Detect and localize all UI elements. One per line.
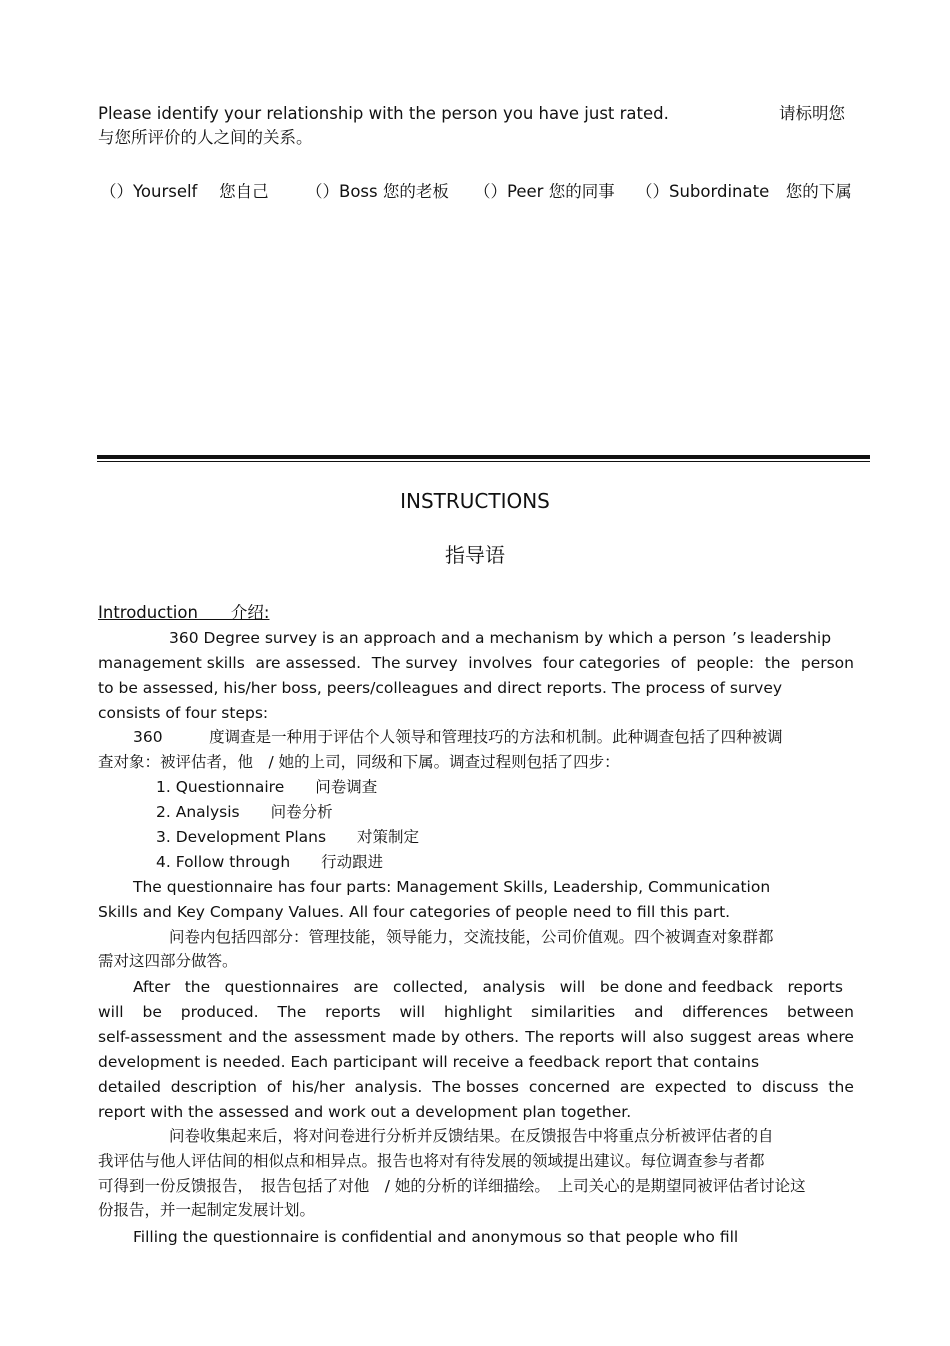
section-divider-thick	[97, 455, 870, 459]
p3-cn-line-1: 问卷收集起来后，将对问卷进行分析并反馈结果。在反馈报告中将重点分析被评估者的自	[169, 1127, 774, 1145]
section-divider-thin	[97, 461, 870, 462]
option-boss[interactable]: （）Boss 您的老板	[306, 182, 449, 201]
option-peer[interactable]: （）Peer 您的同事	[474, 182, 615, 201]
option-yourself[interactable]: （）Yourself 您自己	[100, 182, 269, 201]
step-2: 2. Analysis 问卷分析	[156, 803, 333, 821]
p3-line-4: development is needed. Each participant will receive a feedback report that contains	[98, 1053, 760, 1071]
introduction-heading: Introduction 介绍:	[98, 603, 270, 622]
option-subordinate[interactable]: （）Subordinate 您的下属	[636, 182, 852, 201]
p1-line-3: to be assessed, his/her boss, peers/colleagues and direct reports. The process of survey	[98, 679, 783, 697]
p1-line-2: management skills are assessed. The survey involves four categories of people: the person	[98, 654, 854, 672]
p2-cn-line-2: 需对这四部分做答。	[98, 952, 238, 970]
step-4: 4. Follow through 行动跟进	[156, 853, 384, 871]
p1-line-1b: ’s leadership	[732, 629, 832, 647]
p3-cn-line-2: 我评估与他人评估间的相似点和相异点。报告也将对有待发展的领域提出建议。每位调查参与者都	[98, 1152, 765, 1170]
p1-line-4: consists of four steps:	[98, 704, 269, 722]
instructions-title-cn: 指导语	[445, 543, 505, 567]
relationship-prompt-cn-1: 请标明您	[779, 104, 845, 123]
p3-line-5: detailed description of his/her analysis. The bosses concerned are expected to discuss the	[98, 1078, 854, 1096]
p3-line-3: self-assessment and the assessment made by others. The reports will also suggest areas where	[98, 1028, 854, 1046]
instructions-title: INSTRUCTIONS	[400, 489, 550, 513]
relationship-prompt: Please identify your relationship with the person you have just rated.	[98, 104, 669, 123]
p2-line-1: The questionnaire has four parts: Management Skills, Leadership, Communication	[133, 878, 771, 896]
p1-cn-line-2: 查对象：被评估者，他 / 她的上司，同级和下属。调查过程则包括了四步：	[98, 753, 620, 771]
p3-line-2: will be produced. The reports will highlight similarities and differences between	[98, 1003, 854, 1021]
step-3: 3. Development Plans 对策制定	[156, 828, 420, 846]
p3-cn-line-3: 可得到一份反馈报告， 报告包括了对他 / 她的分析的详细描绘。 上司关心的是期望同被评估者讨论这	[98, 1177, 806, 1195]
p3-cn-line-4: 份报告，并一起制定发展计划。	[98, 1201, 316, 1219]
p4-line-1: Filling the questionnaire is confidential and anonymous so that people who fill	[133, 1228, 739, 1246]
p2-line-2: Skills and Key Company Values. All four categories of people need to fill this part.	[98, 903, 731, 921]
p2-cn-line-1: 问卷内包括四部分：管理技能，领导能力，交流技能，公司价值观。四个被调查对象群都	[169, 928, 774, 946]
p1-line-1a: 360 Degree survey is an approach and a mechanism by which a person	[169, 629, 726, 647]
relationship-prompt-cn-2: 与您所评价的人之间的关系。	[98, 128, 313, 147]
step-1: 1. Questionnaire 问卷调查	[156, 778, 378, 796]
p3-line-1: After the questionnaires are collected, analysis will be done and feedback reports	[133, 978, 843, 996]
p1-cn-line-1: 360 度调查是一种用于评估个人领导和管理技巧的方法和机制。此种调查包括了四种被调	[133, 728, 783, 746]
p3-line-6: report with the assessed and work out a development plan together.	[98, 1103, 632, 1121]
